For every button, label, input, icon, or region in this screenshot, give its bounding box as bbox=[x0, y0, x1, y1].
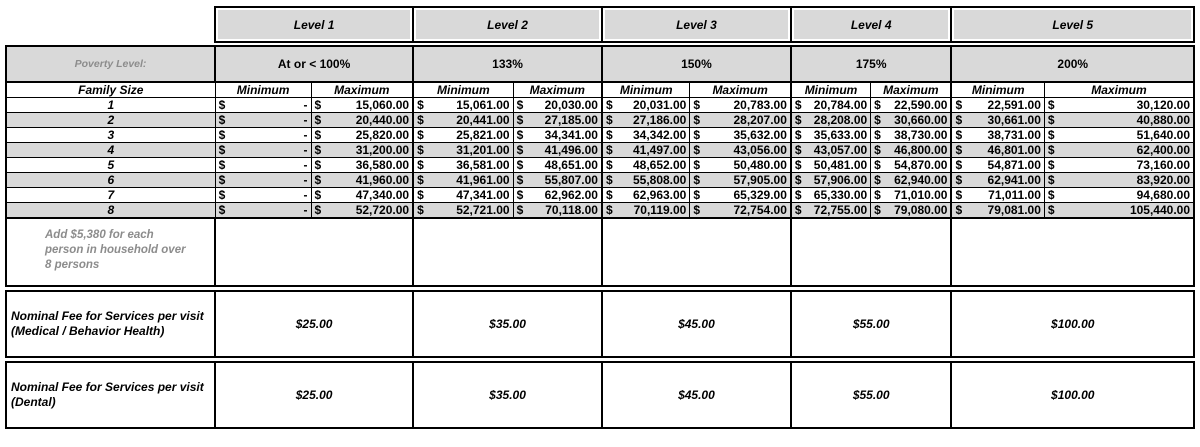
currency-symbol: $ bbox=[413, 143, 427, 158]
amount-cell: 57,906.00 bbox=[805, 173, 871, 188]
table-row bbox=[6, 143, 1194, 158]
currency-symbol: $ bbox=[871, 203, 885, 219]
amount-cell: 54,871.00 bbox=[966, 158, 1045, 173]
currency-symbol: $ bbox=[1044, 98, 1058, 113]
currency-symbol: $ bbox=[602, 143, 616, 158]
amount-cell: 31,200.00 bbox=[325, 143, 413, 158]
family-size-cell: 2 bbox=[6, 113, 215, 128]
currency-symbol: $ bbox=[311, 203, 325, 219]
currency-symbol: $ bbox=[951, 113, 965, 128]
amount-cell: 20,440.00 bbox=[325, 113, 413, 128]
amount-cell: 35,633.00 bbox=[805, 128, 871, 143]
currency-symbol: $ bbox=[602, 113, 616, 128]
amount-cell: - bbox=[229, 158, 311, 173]
currency-symbol: $ bbox=[871, 188, 885, 203]
family-size-cell: 8 bbox=[6, 203, 215, 219]
currency-symbol: $ bbox=[951, 128, 965, 143]
currency-symbol: $ bbox=[791, 143, 805, 158]
currency-symbol: $ bbox=[871, 98, 885, 113]
currency-symbol: $ bbox=[791, 113, 805, 128]
amount-cell: 20,031.00 bbox=[616, 98, 690, 113]
amount-cell: 52,721.00 bbox=[427, 203, 513, 219]
amount-cell: 25,821.00 bbox=[427, 128, 513, 143]
table-row bbox=[6, 203, 1194, 219]
amount-cell: 79,080.00 bbox=[885, 203, 952, 219]
amount-cell: 36,580.00 bbox=[325, 158, 413, 173]
currency-symbol: $ bbox=[871, 128, 885, 143]
currency-symbol: $ bbox=[871, 158, 885, 173]
amount-cell: 79,081.00 bbox=[966, 203, 1045, 219]
empty-cell bbox=[215, 218, 413, 286]
table-row bbox=[6, 128, 1194, 143]
amount-cell: - bbox=[229, 188, 311, 203]
amount-cell: 35,632.00 bbox=[704, 128, 791, 143]
poverty-level-3: 150% bbox=[602, 46, 791, 82]
column-header-row bbox=[6, 82, 1194, 98]
fee-label: Nominal Fee for Services per visit (Dental) bbox=[6, 362, 215, 428]
currency-symbol: $ bbox=[513, 173, 527, 188]
currency-symbol: $ bbox=[215, 128, 229, 143]
currency-symbol: $ bbox=[951, 188, 965, 203]
amount-cell: 28,208.00 bbox=[805, 113, 871, 128]
amount-cell: 43,056.00 bbox=[704, 143, 791, 158]
amount-cell: 41,496.00 bbox=[527, 143, 602, 158]
currency-symbol: $ bbox=[513, 128, 527, 143]
amount-cell: 22,590.00 bbox=[885, 98, 952, 113]
currency-symbol: $ bbox=[951, 203, 965, 219]
maximum-header: Maximum bbox=[513, 82, 602, 98]
family-size-cell: 1 bbox=[6, 98, 215, 113]
amount-cell: 38,731.00 bbox=[966, 128, 1045, 143]
currency-symbol: $ bbox=[1044, 128, 1058, 143]
amount-cell: 72,754.00 bbox=[704, 203, 791, 219]
currency-symbol: $ bbox=[311, 173, 325, 188]
poverty-level-row bbox=[6, 46, 1194, 82]
amount-cell: 62,940.00 bbox=[885, 173, 952, 188]
currency-symbol: $ bbox=[215, 173, 229, 188]
currency-symbol: $ bbox=[311, 113, 325, 128]
currency-symbol: $ bbox=[513, 188, 527, 203]
currency-symbol: $ bbox=[311, 158, 325, 173]
currency-symbol: $ bbox=[215, 188, 229, 203]
amount-cell: - bbox=[229, 98, 311, 113]
currency-symbol: $ bbox=[513, 203, 527, 219]
currency-symbol: $ bbox=[690, 173, 704, 188]
minimum-header: Minimum bbox=[215, 82, 311, 98]
currency-symbol: $ bbox=[602, 188, 616, 203]
amount-cell: 73,160.00 bbox=[1059, 158, 1194, 173]
currency-symbol: $ bbox=[513, 98, 527, 113]
amount-cell: 55,808.00 bbox=[616, 173, 690, 188]
table-row bbox=[6, 173, 1194, 188]
currency-symbol: $ bbox=[791, 128, 805, 143]
level-header-row bbox=[6, 7, 1194, 42]
amount-cell: 31,201.00 bbox=[427, 143, 513, 158]
fee-value: $45.00 bbox=[602, 362, 791, 428]
amount-cell: 83,920.00 bbox=[1059, 173, 1194, 188]
amount-cell: 51,640.00 bbox=[1059, 128, 1194, 143]
currency-symbol: $ bbox=[871, 173, 885, 188]
family-size-cell: 4 bbox=[6, 143, 215, 158]
note-row bbox=[6, 218, 1194, 286]
currency-symbol: $ bbox=[513, 113, 527, 128]
fee-value: $100.00 bbox=[951, 362, 1194, 428]
currency-symbol: $ bbox=[1044, 173, 1058, 188]
currency-symbol: $ bbox=[602, 98, 616, 113]
currency-symbol: $ bbox=[871, 113, 885, 128]
currency-symbol: $ bbox=[215, 158, 229, 173]
family-size-cell: 3 bbox=[6, 128, 215, 143]
currency-symbol: $ bbox=[690, 203, 704, 219]
currency-symbol: $ bbox=[791, 98, 805, 113]
amount-cell: 50,481.00 bbox=[805, 158, 871, 173]
table-row bbox=[6, 188, 1194, 203]
family-size-cell: 5 bbox=[6, 158, 215, 173]
amount-cell: 50,480.00 bbox=[704, 158, 791, 173]
amount-cell: 57,905.00 bbox=[704, 173, 791, 188]
amount-cell: 15,061.00 bbox=[427, 98, 513, 113]
amount-cell: 70,118.00 bbox=[527, 203, 602, 219]
table-row bbox=[6, 158, 1194, 173]
amount-cell: 62,400.00 bbox=[1059, 143, 1194, 158]
currency-symbol: $ bbox=[690, 143, 704, 158]
empty-cell bbox=[602, 218, 791, 286]
currency-symbol: $ bbox=[690, 98, 704, 113]
maximum-header: Maximum bbox=[690, 82, 791, 98]
amount-cell: 48,652.00 bbox=[616, 158, 690, 173]
amount-cell: 71,010.00 bbox=[885, 188, 952, 203]
currency-symbol: $ bbox=[951, 173, 965, 188]
currency-symbol: $ bbox=[690, 188, 704, 203]
amount-cell: 30,120.00 bbox=[1059, 98, 1194, 113]
minimum-header: Minimum bbox=[951, 82, 1044, 98]
currency-symbol: $ bbox=[1044, 203, 1058, 219]
currency-symbol: $ bbox=[413, 173, 427, 188]
currency-symbol: $ bbox=[413, 158, 427, 173]
amount-cell: 55,807.00 bbox=[527, 173, 602, 188]
amount-cell: 46,800.00 bbox=[885, 143, 952, 158]
poverty-level-1: At or < 100% bbox=[215, 46, 413, 82]
amount-cell: 54,870.00 bbox=[885, 158, 952, 173]
currency-symbol: $ bbox=[413, 128, 427, 143]
currency-symbol: $ bbox=[791, 188, 805, 203]
amount-cell: 47,341.00 bbox=[427, 188, 513, 203]
amount-cell: 62,963.00 bbox=[616, 188, 690, 203]
minimum-header: Minimum bbox=[791, 82, 871, 98]
currency-symbol: $ bbox=[311, 188, 325, 203]
amount-cell: 15,060.00 bbox=[325, 98, 413, 113]
currency-symbol: $ bbox=[602, 158, 616, 173]
amount-cell: 105,440.00 bbox=[1059, 203, 1194, 219]
fee-value: $35.00 bbox=[413, 362, 602, 428]
currency-symbol: $ bbox=[413, 98, 427, 113]
amount-cell: 25,820.00 bbox=[325, 128, 413, 143]
fee-value: $55.00 bbox=[791, 362, 952, 428]
amount-cell: 20,784.00 bbox=[805, 98, 871, 113]
amount-cell: 71,011.00 bbox=[966, 188, 1045, 203]
currency-symbol: $ bbox=[791, 173, 805, 188]
fee-label: Nominal Fee for Services per visit (Medical / Behavior Health) bbox=[6, 291, 215, 357]
amount-cell: 43,057.00 bbox=[805, 143, 871, 158]
amount-cell: 94,680.00 bbox=[1059, 188, 1194, 203]
amount-cell: 22,591.00 bbox=[966, 98, 1045, 113]
amount-cell: 30,661.00 bbox=[966, 113, 1045, 128]
currency-symbol: $ bbox=[215, 203, 229, 219]
currency-symbol: $ bbox=[951, 98, 965, 113]
empty-cell bbox=[791, 218, 952, 286]
fee-row bbox=[6, 362, 1194, 428]
amount-cell: 34,342.00 bbox=[616, 128, 690, 143]
amount-cell: 52,720.00 bbox=[325, 203, 413, 219]
fee-value: $35.00 bbox=[413, 291, 602, 357]
amount-cell: 47,340.00 bbox=[325, 188, 413, 203]
amount-cell: 72,755.00 bbox=[805, 203, 871, 219]
fee-value: $25.00 bbox=[215, 362, 413, 428]
currency-symbol: $ bbox=[791, 203, 805, 219]
currency-symbol: $ bbox=[215, 113, 229, 128]
poverty-level-label: Poverty Level: bbox=[6, 46, 215, 82]
maximum-header: Maximum bbox=[311, 82, 413, 98]
empty-cell bbox=[413, 218, 602, 286]
currency-symbol: $ bbox=[602, 203, 616, 219]
currency-symbol: $ bbox=[413, 203, 427, 219]
amount-cell: 20,441.00 bbox=[427, 113, 513, 128]
currency-symbol: $ bbox=[513, 143, 527, 158]
currency-symbol: $ bbox=[602, 128, 616, 143]
amount-cell: - bbox=[229, 143, 311, 158]
amount-cell: 70,119.00 bbox=[616, 203, 690, 219]
amount-cell: 48,651.00 bbox=[527, 158, 602, 173]
currency-symbol: $ bbox=[690, 158, 704, 173]
minimum-header: Minimum bbox=[413, 82, 513, 98]
amount-cell: 27,186.00 bbox=[616, 113, 690, 128]
amount-cell: - bbox=[229, 173, 311, 188]
currency-symbol: $ bbox=[871, 143, 885, 158]
currency-symbol: $ bbox=[951, 158, 965, 173]
currency-symbol: $ bbox=[215, 143, 229, 158]
amount-cell: - bbox=[229, 128, 311, 143]
amount-cell: - bbox=[229, 113, 311, 128]
family-size-cell: 7 bbox=[6, 188, 215, 203]
amount-cell: 40,880.00 bbox=[1059, 113, 1194, 128]
household-note: Add $5,380 for each person in household over 8 persons bbox=[45, 229, 186, 271]
family-size-header: Family Size bbox=[6, 82, 215, 98]
table-row bbox=[6, 113, 1194, 128]
amount-cell: 28,207.00 bbox=[704, 113, 791, 128]
amount-cell: 30,660.00 bbox=[885, 113, 952, 128]
sliding-fee-table bbox=[5, 6, 1195, 429]
currency-symbol: $ bbox=[413, 188, 427, 203]
minimum-header: Minimum bbox=[602, 82, 690, 98]
amount-cell: 65,329.00 bbox=[704, 188, 791, 203]
amount-cell: 46,801.00 bbox=[966, 143, 1045, 158]
amount-cell: 36,581.00 bbox=[427, 158, 513, 173]
table-row bbox=[6, 98, 1194, 113]
amount-cell: 20,783.00 bbox=[704, 98, 791, 113]
amount-cell: 41,960.00 bbox=[325, 173, 413, 188]
currency-symbol: $ bbox=[602, 173, 616, 188]
level-4-header: Level 4 bbox=[791, 7, 952, 42]
fee-row bbox=[6, 291, 1194, 357]
currency-symbol: $ bbox=[215, 98, 229, 113]
family-size-cell: 6 bbox=[6, 173, 215, 188]
currency-symbol: $ bbox=[791, 158, 805, 173]
fee-value: $55.00 bbox=[791, 291, 952, 357]
poverty-level-5: 200% bbox=[951, 46, 1194, 82]
amount-cell: - bbox=[229, 203, 311, 219]
amount-cell: 41,961.00 bbox=[427, 173, 513, 188]
currency-symbol: $ bbox=[951, 143, 965, 158]
currency-symbol: $ bbox=[311, 128, 325, 143]
fee-value: $45.00 bbox=[602, 291, 791, 357]
amount-cell: 34,341.00 bbox=[527, 128, 602, 143]
maximum-header: Maximum bbox=[1044, 82, 1194, 98]
fee-value: $100.00 bbox=[951, 291, 1194, 357]
currency-symbol: $ bbox=[690, 113, 704, 128]
currency-symbol: $ bbox=[311, 143, 325, 158]
currency-symbol: $ bbox=[513, 158, 527, 173]
currency-symbol: $ bbox=[413, 113, 427, 128]
amount-cell: 65,330.00 bbox=[805, 188, 871, 203]
amount-cell: 41,497.00 bbox=[616, 143, 690, 158]
level-1-header: Level 1 bbox=[215, 7, 413, 42]
amount-cell: 62,941.00 bbox=[966, 173, 1045, 188]
level-2-header: Level 2 bbox=[413, 7, 602, 42]
empty-cell bbox=[951, 218, 1194, 286]
currency-symbol: $ bbox=[1044, 158, 1058, 173]
blank-corner bbox=[6, 7, 215, 42]
amount-cell: 20,030.00 bbox=[527, 98, 602, 113]
amount-cell: 27,185.00 bbox=[527, 113, 602, 128]
poverty-level-2: 133% bbox=[413, 46, 602, 82]
amount-cell: 62,962.00 bbox=[527, 188, 602, 203]
household-note-cell bbox=[6, 218, 215, 286]
maximum-header: Maximum bbox=[871, 82, 952, 98]
level-3-header: Level 3 bbox=[602, 7, 791, 42]
currency-symbol: $ bbox=[690, 128, 704, 143]
amount-cell: 38,730.00 bbox=[885, 128, 952, 143]
currency-symbol: $ bbox=[1044, 143, 1058, 158]
currency-symbol: $ bbox=[1044, 188, 1058, 203]
poverty-level-4: 175% bbox=[791, 46, 952, 82]
currency-symbol: $ bbox=[311, 98, 325, 113]
currency-symbol: $ bbox=[1044, 113, 1058, 128]
fee-value: $25.00 bbox=[215, 291, 413, 357]
level-5-header: Level 5 bbox=[951, 7, 1194, 42]
